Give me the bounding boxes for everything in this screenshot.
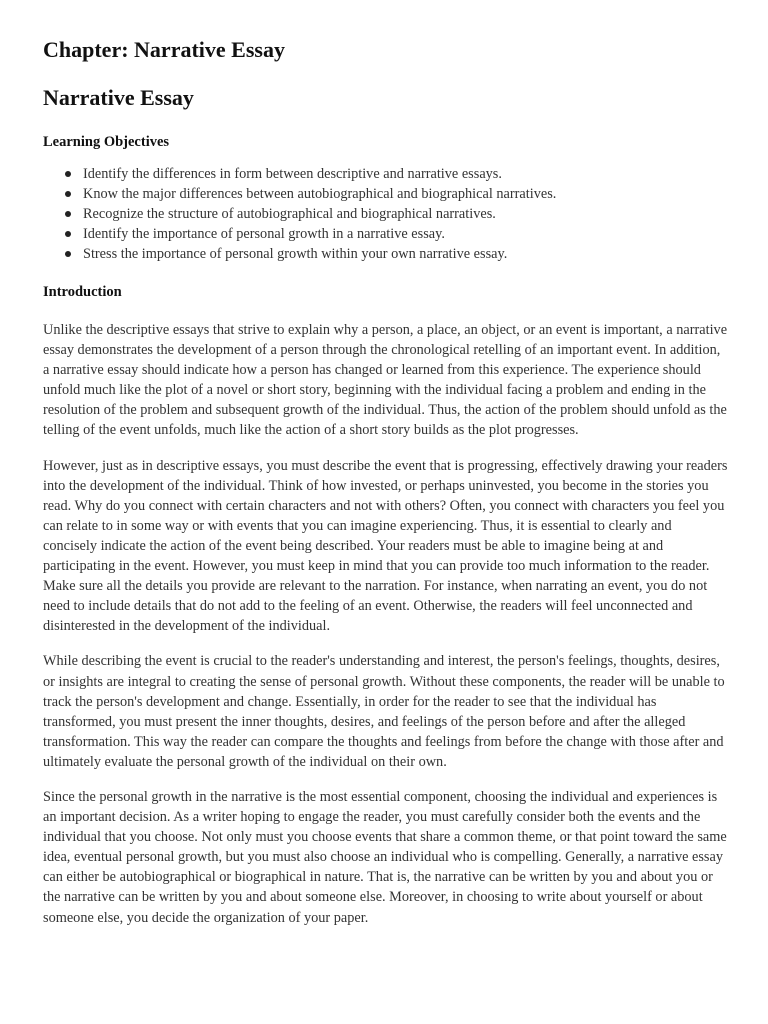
introduction-paragraph-2: However, just as in descriptive essays, you must describe the event that is progressing, effectively drawing your readers into the development of the individual. Think of how invested, or perhaps uninvested, you become in the stories you read. Why do you connect with certain characters and not with others? Often, you connect with characters you feel you can relate to in some way or with events that you can imagine experiencing. Thus, it is essential to clearly and concisely indicate the action of the event being described. Your readers must be able to imagine being at and participating in the event. However, you must keep in mind that you can provide too much information to the reader. Make sure all the details you provide are relevant to the narration. For instance, when narrating an event, you do not need to include details that do not add to the feeling of an event. Otherwise, the readers will feel unconnected and disinterested in the development of the individual.: [43, 457, 728, 635]
list-item-text: Recognize the structure of autobiographical and biographical narratives.: [83, 206, 496, 222]
list-item-text: Identify the differences in form between descriptive and narrative essays.: [83, 166, 502, 182]
page-title: Narrative Essay: [43, 85, 194, 110]
list-item: [83, 164, 728, 184]
list-item-text: Identify the importance of personal growth in a narrative essay.: [83, 226, 445, 242]
bullet-icon: [65, 171, 71, 177]
bullet-icon: [65, 251, 71, 257]
bullet-icon: [65, 211, 71, 217]
list-item: [83, 224, 728, 244]
bullet-icon: [65, 191, 71, 197]
list-item-text: Know the major differences between autobiographical and biographical narratives.: [83, 186, 557, 202]
list-item: [83, 244, 728, 264]
list-item: [83, 204, 728, 224]
introduction-paragraph-1: Unlike the descriptive essays that strive to explain why a person, a place, an object, or an event is important, a narrative essay demonstrates the development of a person through the chronological retelling of an important event. In addition, a narrative essay should indicate how a person has changed or learned from this experience. The experience should unfold much like the plot of a novel or short story, beginning with the individual facing a problem and ending in the resolution of the problem and subsequent growth of the individual. Thus, the action of the problem should unfold as the telling of the event unfolds, much like the action of a short story builds as the plot progresses.: [43, 322, 728, 439]
introduction-paragraph-4: Since the personal growth in the narrative is the most essential component, choosing the individual and experiences is an important decision. As a writer hoping to engage the reader, you must carefully consider both the events and the individual that you choose. Not only must you choose events that share a common theme, or that point toward the same idea, eventual personal growth, but you must also choose an individual who is compelling. Generally, a narrative essay can either be autobiographical or biographical in nature. That is, the narrative can be written by you and about you or the narrative can be written by you and about someone else. Moreover, in choosing to write about yourself or about someone else, you decide the organization of your paper.: [43, 788, 727, 926]
chapter-heading: Chapter: Narrative Essay: [43, 37, 285, 62]
learning-objectives-list: [43, 164, 728, 264]
list-item-text: Stress the importance of personal growth within your own narrative essay.: [83, 246, 508, 262]
list-item: [83, 184, 728, 204]
introduction-paragraph-3: While describing the event is crucial to the reader's understanding and interest, the person's feelings, thoughts, desires, or insights are integral to creating the sense of personal growth. Without these components, the reader will be unable to track the person's development and change. Essentially, in order for the reader to see that the individual has transformed, you must present the inner thoughts, desires, and feelings of the person before and after the alleged transformation. This way the reader can compare the thoughts and feelings from before the change with those after and ultimately evaluate the personal growth of the individual on their own.: [43, 653, 725, 770]
introduction-heading: Introduction: [43, 284, 122, 300]
bullet-icon: [65, 231, 71, 237]
learning-objectives-heading: Learning Objectives: [43, 134, 170, 150]
